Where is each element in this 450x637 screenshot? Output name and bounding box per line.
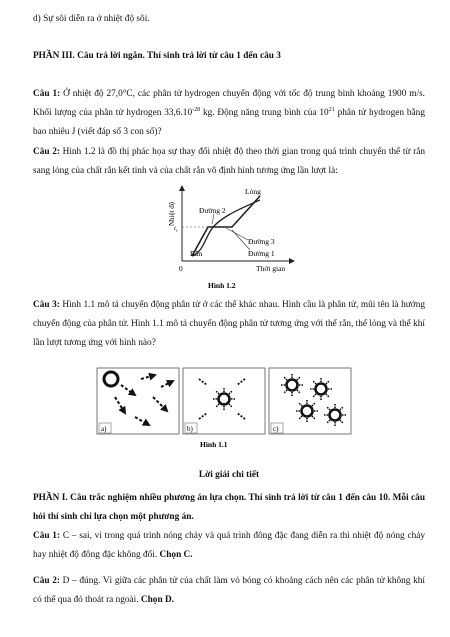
xlabel: Thời gian — [256, 264, 286, 273]
origin-label: 0 — [179, 264, 183, 273]
question-1-text-a: Ở nhiệt độ 27,0°C, các phân tử hydrogen chuyển động với tốc độ trung bình khoảng 1900 m/s. Khối lượng của phân tử hydrogen 33,6.10 — [33, 89, 426, 118]
answer-1-text: C – sai, vì trong quá trình nóng chảy và quá trình đông đặc đang diễn ra thì nhiệt độ nóng chảy hay nhiệt độ đông đặc không đổi. — [33, 531, 425, 560]
figure-1-2 — [160, 184, 300, 292]
question-2-text: Hình 1.2 là đồ thị phác họa sự thay đổi nhiệt độ theo thời gian trong quá trình chuyển thể từ rắn sang lỏng của chất rắn kết tinh và của chất rắn vô định hình tương ứng lần lượt là: — [33, 147, 425, 176]
label-duong3: Đường 3 — [248, 237, 275, 246]
part3-heading: PHẦN III. Câu trả lời ngắn. Thí sinh trả lời từ câu 1 đến câu 3 — [33, 51, 281, 61]
question-2-label: Câu 2: — [33, 147, 60, 157]
question-2 — [33, 143, 425, 181]
pointer-duong3 — [226, 228, 248, 240]
question-1-exp1: -28 — [192, 107, 201, 113]
ylabel: Nhiệt độ — [168, 201, 176, 226]
question-1-exp2: 21 — [328, 107, 335, 113]
label-duong1: Đường 1 — [248, 249, 275, 258]
question-3-text: Hình 1.1 mô tả chuyển động phân tử ở các thể khác nhau. Hình cầu là phân tử, mũi tên là hướng chuyển động của phân tử. Hình 1.1 mô tả chuyển động phân tử tương ứng với thể rắn, thể lỏng và thể khí lần lượt tương ứng với hình nào? — [33, 300, 425, 348]
panel-c-label: c) — [273, 425, 279, 433]
answer-1 — [33, 527, 425, 565]
pointer-duong2 — [212, 214, 214, 224]
question-1-label: Câu 1: — [33, 89, 61, 99]
panel-a — [97, 368, 179, 434]
intro-line: d) Sự sôi diễn ra ở nhiệt độ sôi. — [33, 14, 150, 24]
panel-c — [269, 368, 351, 434]
question-1-text-c: phân tử hydrogen bằng bao nhiêu J (viết đáp số 3 con số)? — [33, 108, 425, 137]
answer-1-choice: Chọn C. — [159, 550, 193, 560]
question-3-label: Câu 3: — [33, 300, 60, 310]
question-1-text-b: kg. Động năng trung bình của 10 — [200, 108, 329, 118]
answer-2-label: Câu 2: — [33, 576, 60, 586]
panel-a-label: a) — [101, 425, 107, 433]
tc-label: $t_c$ — [174, 225, 178, 233]
label-long: Lỏng — [245, 187, 261, 196]
question-3 — [33, 296, 425, 353]
answer-2-choice: Chọn D. — [140, 595, 174, 605]
answer-2-text: D – đúng. Vì giữa các phân tử của chất làm vỏ bóng có khoảng cách nên các phân tử không khí có thể qua đó thoát ra ngoài. — [33, 576, 425, 605]
part1-heading: PHẦN I. Câu trắc nghiệm nhiều phương án lựa chọn. Thí sinh trả lời từ câu 1 đến câu 10. Mỗi câu hỏi thí sinh chỉ lựa chọn một phương án. — [33, 493, 425, 522]
label-duong2: Đường 2 — [199, 206, 226, 215]
panel-b-label: b) — [187, 425, 193, 433]
answer-2 — [33, 572, 425, 610]
figure-1-1 — [95, 367, 355, 449]
answer-1-label: Câu 1: — [33, 531, 61, 541]
label-ran: Rắn — [190, 249, 203, 258]
figure-1-2-caption: Hình 1.2 — [208, 281, 236, 290]
question-1 — [33, 85, 425, 142]
figure-1-1-caption: Hình 1.1 — [200, 440, 228, 449]
panel-b — [183, 368, 265, 434]
solution-heading: Lời giải chi tiết — [198, 470, 260, 480]
